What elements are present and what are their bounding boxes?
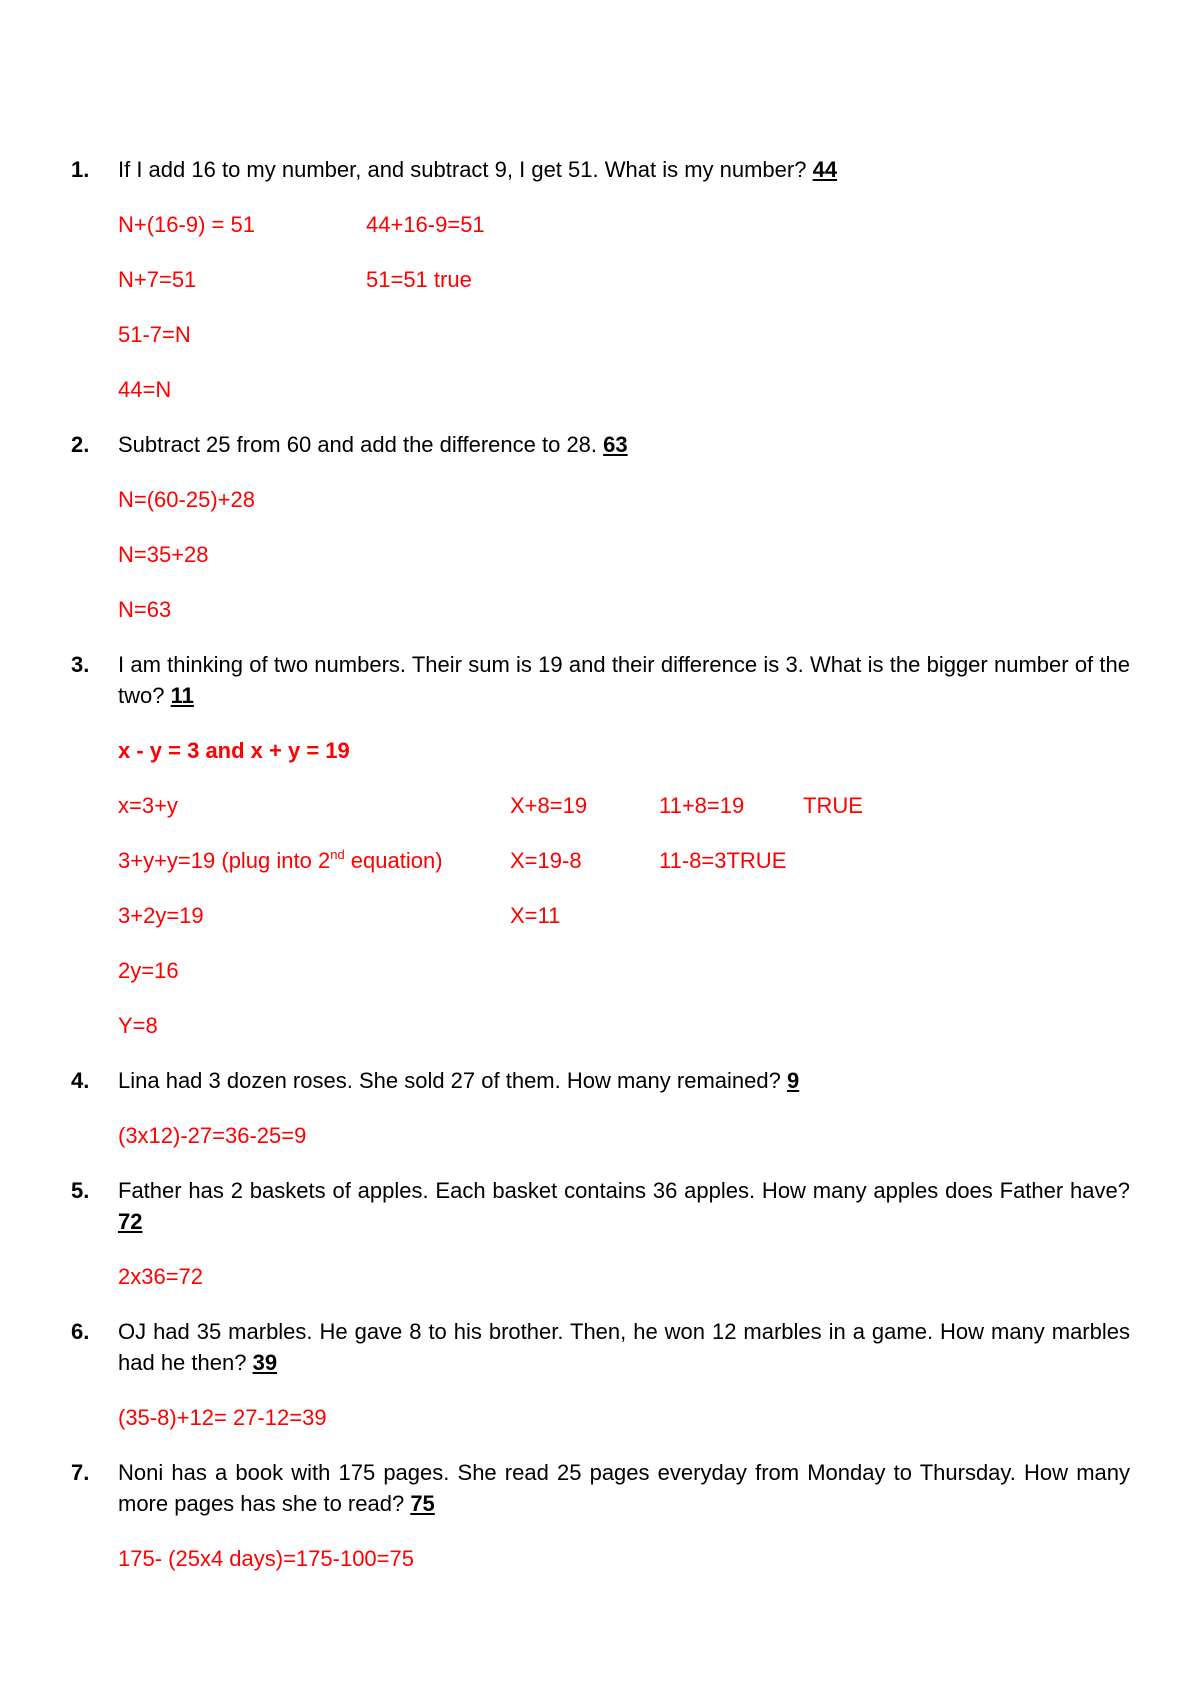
question-3-prompt: I am thinking of two numbers. Their sum is 19 and their difference is 3. What is the bigger number of the two?: [118, 652, 1130, 708]
q1-work-line: N+(16-9) = 51: [118, 212, 255, 237]
q3-work-line: Y=8: [118, 1013, 158, 1038]
q1-work-line: 51-7=N: [118, 322, 191, 347]
q3-plug-text: 3+y+y=19 (plug into 2: [118, 848, 331, 873]
q3-check-line: 11+8=19: [659, 793, 745, 818]
question-4-number: 4.: [71, 1068, 90, 1093]
question-1-prompt: If I add 16 to my number, and subtract 9, I get 51. What is my number?: [118, 157, 807, 182]
question-2-prompt: Subtract 25 from 60 and add the difference to 28.: [118, 432, 598, 457]
question-1-number: 1.: [71, 157, 90, 182]
q3-solve-line: X=19-8: [510, 848, 582, 873]
q1-check-line: 44+16-9=51: [366, 212, 485, 237]
question-7-text: [118, 1457, 1130, 1519]
q6-work-line: (35-8)+12= 27-12=39: [118, 1405, 327, 1430]
question-5-number: 5.: [71, 1178, 90, 1203]
q2-work-line: N=63: [118, 597, 172, 622]
q3-solve-line: X=11: [510, 903, 561, 928]
question-2-answer: 63: [603, 432, 628, 457]
question-3-number: 3.: [71, 652, 90, 677]
q3-solve-line: X+8=19: [510, 793, 588, 818]
question-5-prompt: Father has 2 baskets of apples. Each basket contains 36 apples. How many apples does Father have?: [118, 1178, 1130, 1203]
question-1-text: [118, 157, 837, 183]
q3-work-line: x=3+y: [118, 793, 178, 818]
q3-check-line: 11-8=3TRUE: [659, 848, 787, 873]
q3-work-line: 3+2y=19: [118, 903, 204, 928]
q2-work-line: N=(60-25)+28: [118, 487, 255, 512]
q3-true-label: TRUE: [803, 793, 863, 818]
q7-work-line: 175- (25x4 days)=175-100=75: [118, 1546, 414, 1571]
question-6-text: [118, 1316, 1130, 1378]
question-6-answer: 39: [252, 1350, 278, 1375]
q5-work-line: 2x36=72: [118, 1264, 204, 1289]
question-1-answer: 44: [812, 157, 838, 182]
question-3-text: [118, 649, 1130, 711]
q4-work-line: (3x12)-27=36-25=9: [118, 1123, 307, 1148]
q3-work-line: 2y=16: [118, 958, 179, 983]
q1-work-line: N+7=51: [118, 267, 197, 292]
question-4-text: [118, 1068, 799, 1094]
q1-work-line: 44=N: [118, 377, 172, 402]
question-7-prompt: Noni has a book with 175 pages. She read 25 pages everyday from Monday to Thursday. How many more pages has she to read?: [118, 1460, 1130, 1516]
q2-work-line: N=35+28: [118, 542, 209, 567]
question-4-prompt: Lina had 3 dozen roses. She sold 27 of them. How many remained?: [118, 1068, 781, 1093]
question-4-answer: 9: [786, 1068, 800, 1093]
question-2-number: 2.: [71, 432, 90, 457]
q3-work-line: [118, 848, 443, 874]
q3-equations-heading: x - y = 3 and x + y = 19: [118, 738, 350, 763]
question-3-answer: 11: [170, 683, 194, 708]
question-6-prompt: OJ had 35 marbles. He gave 8 to his brother. Then, he won 12 marbles in a game. How many marbles had he then?: [118, 1319, 1130, 1375]
q3-plug-text-end: equation): [344, 848, 443, 873]
question-7-answer: 75: [410, 1491, 435, 1516]
question-2-text: [118, 432, 628, 458]
q1-check-line: 51=51 true: [366, 267, 472, 292]
question-5-answer: 72: [118, 1209, 143, 1234]
q3-ordinal-suffix: nd: [330, 846, 345, 862]
question-6-number: 6.: [71, 1319, 90, 1344]
question-5-text: [118, 1175, 1130, 1237]
question-7-number: 7.: [71, 1460, 90, 1485]
